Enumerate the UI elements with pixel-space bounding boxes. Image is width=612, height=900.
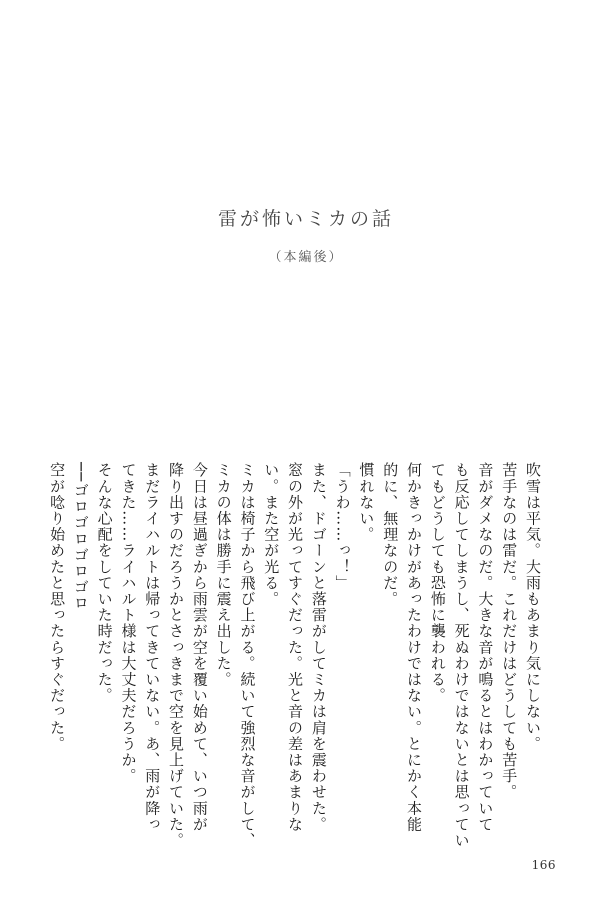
text-line: てもどうしても恐怖に襲われる。 [428,462,447,704]
text-line: 音がダメなのだ。大きな音が鳴るとはわかっていて [476,462,495,833]
text-line: 慣れない。 [357,462,376,543]
text-line: 吹雪は平気。大雨もあまり気にしない。 [524,462,542,752]
text-line: まだライハルトは帰ってきていない。あ、雨が降っ [143,462,162,833]
text-line: い。また空が光る。 [262,462,281,607]
text-line: 的に、無理なのだ。 [381,462,400,607]
text-line: 苦手なのは雷だ。これだけはどうしても苦手。 [500,462,519,801]
text-line: 今日は昼過ぎから雨雲が空を覆い始めて、いつ雨が [190,462,209,833]
text-line: また、ドゴーンと落雷がしてミカは肩を震わせた。 [309,462,328,833]
text-line: 降り出すのだろうかとさっきまで空を見上げていた。 [167,462,186,849]
text-line: ──ゴロゴロゴロゴロ [71,462,90,612]
text-line: 空が唸り始めたと思ったらすぐだった。 [48,462,67,752]
text-line: そんな心配をしていた時だった。 [95,462,114,704]
text-line: ミカは椅子から飛び上がる。続いて強烈な音がして、 [238,462,257,849]
chapter-title: 雷が怖いミカの話 [217,208,394,230]
text-line: 窓の外が光ってすぐだった。光と音の差はあまりな [286,462,305,833]
vertical-text-body [48,462,544,857]
page-number: 166 [531,858,556,872]
text-line: 何かきっかけがあったわけではない。とにかく本能 [405,462,424,833]
text-line: てきた……ライハルト様は大丈夫だろうか。 [119,462,138,784]
text-line: ミカの体は勝手に震え出した。 [214,462,233,688]
text-line: も反応してしまうし、死ぬわけではないとは思ってい [452,462,471,849]
chapter-subtitle: （本編後） [268,250,344,265]
text-line: 「うわ……っ！」 [333,462,352,591]
